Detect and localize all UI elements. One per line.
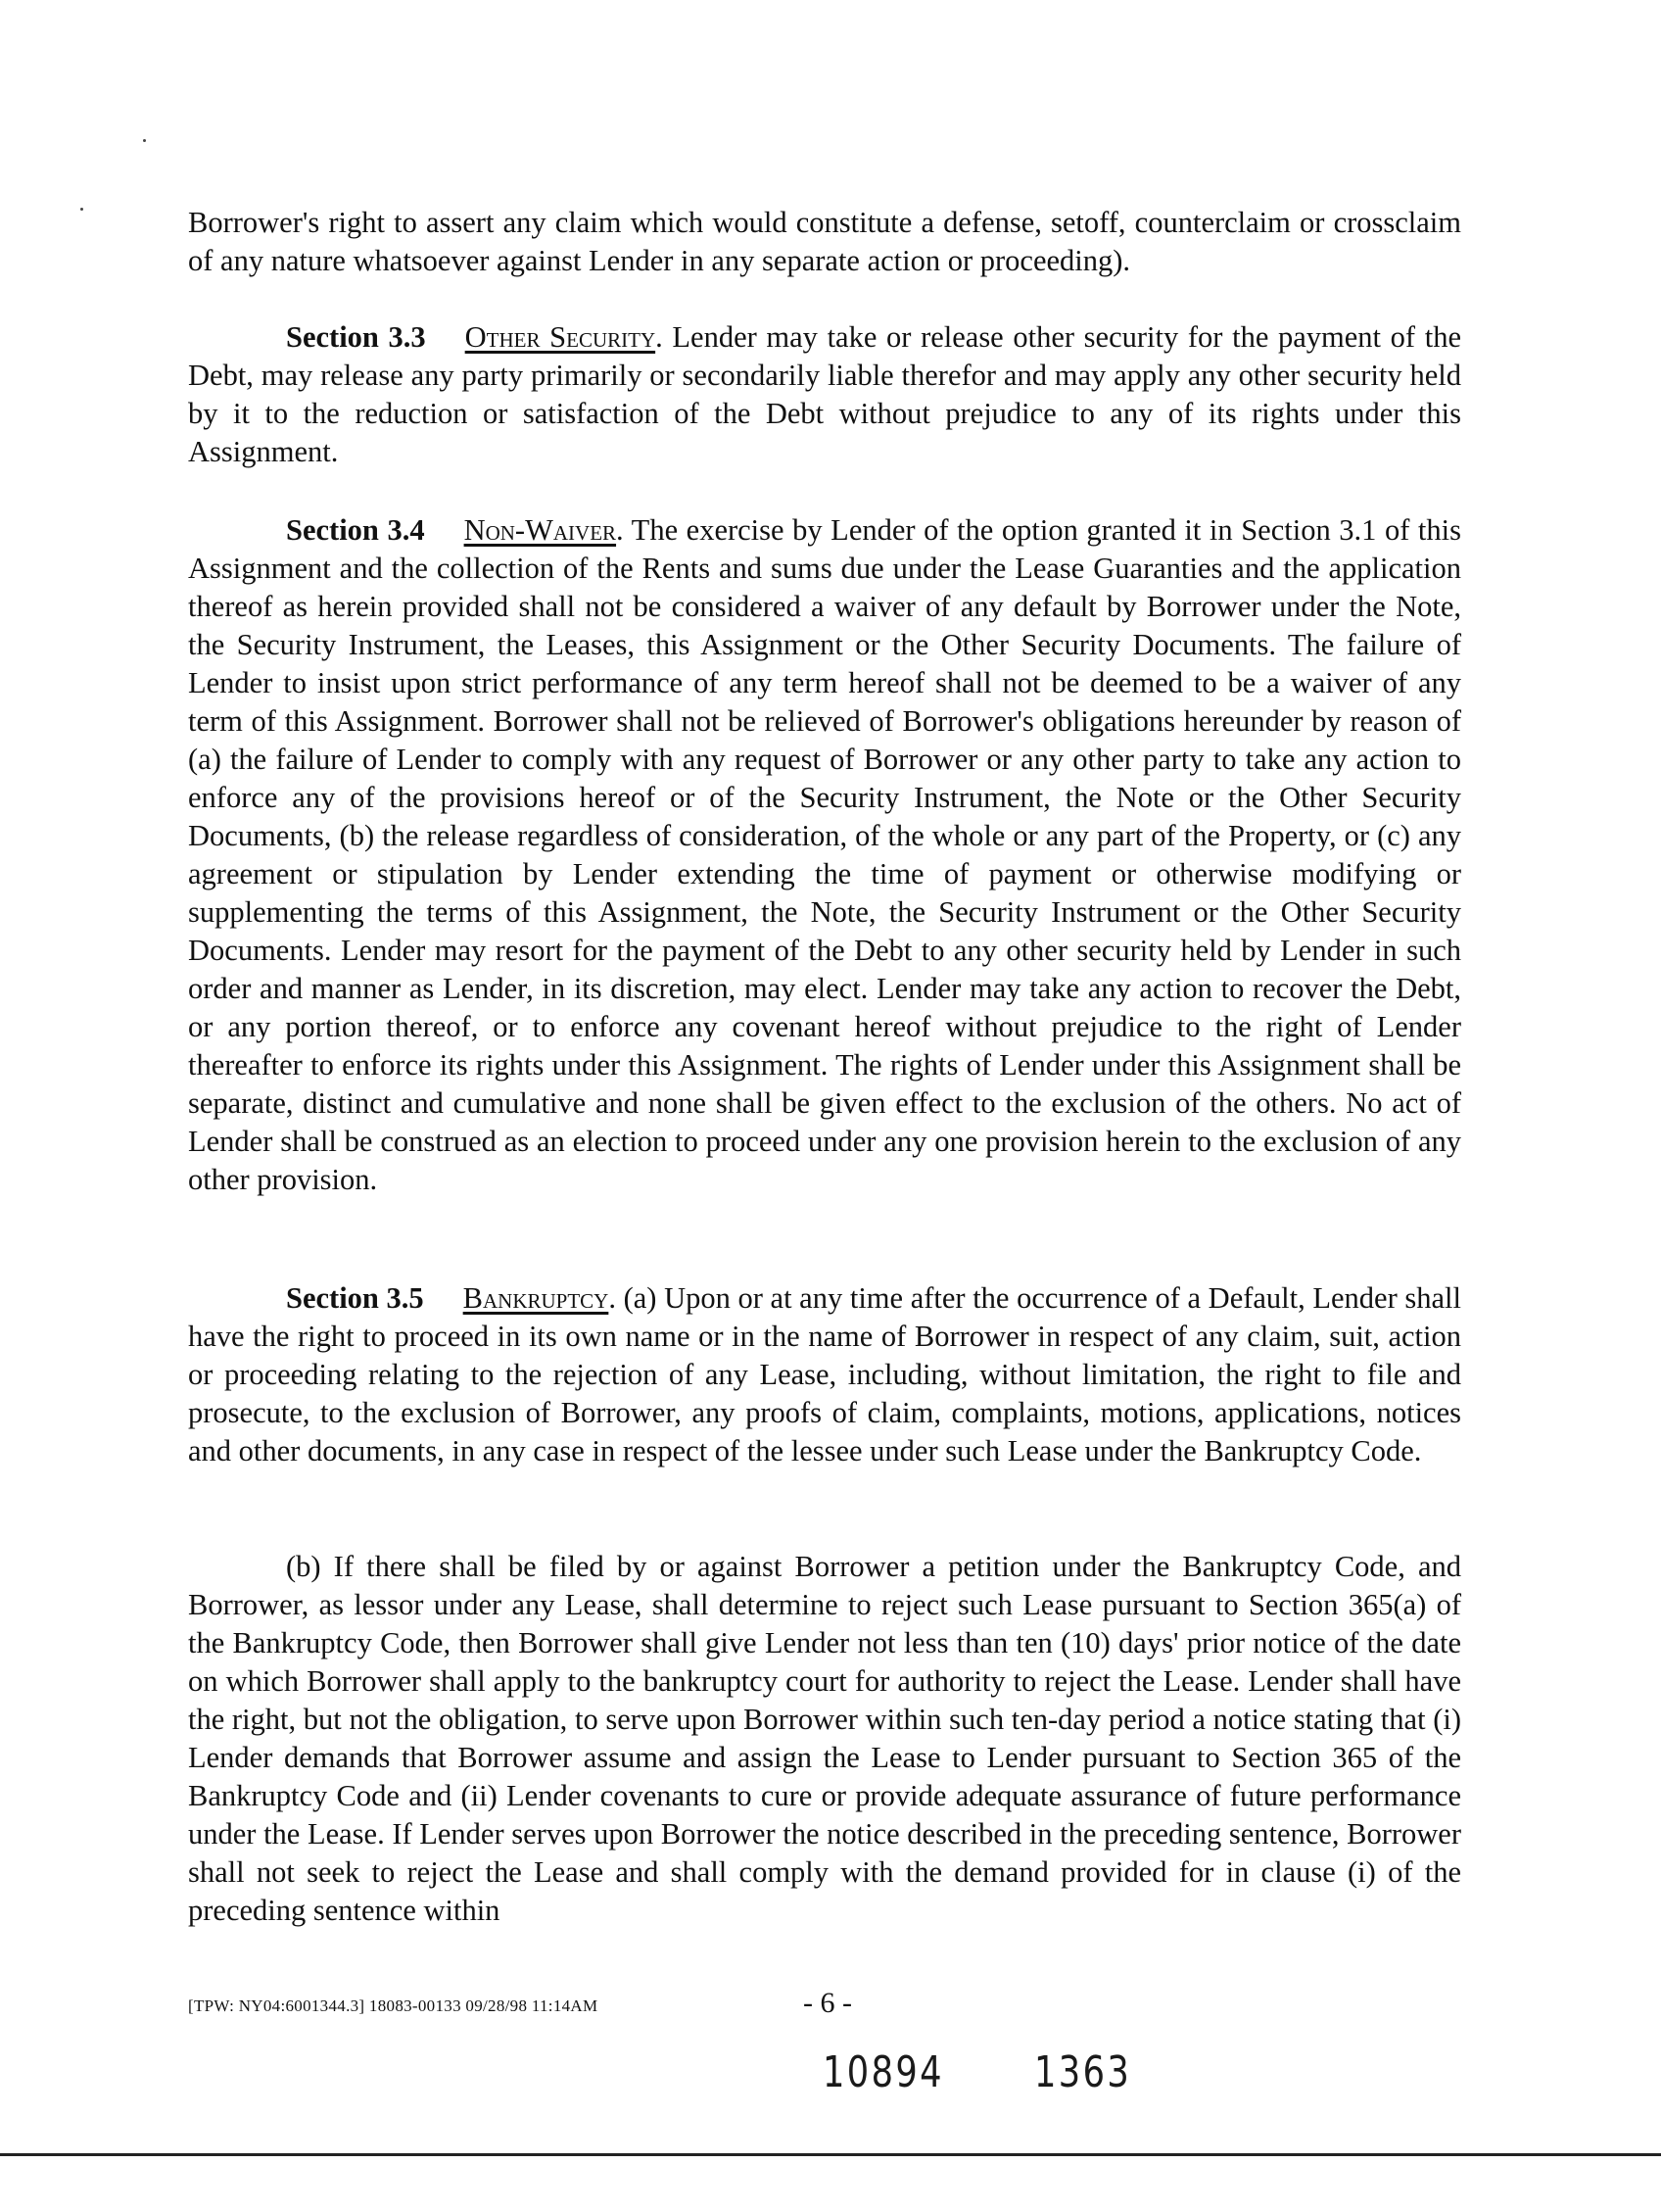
recording-stamp-book: 10894 [823,2047,944,2097]
section-3-4-paragraph [188,511,1461,1199]
section-3-3-number: Section 3.3 [286,320,426,354]
section-3-5-number: Section 3.5 [286,1281,424,1315]
scan-speck [143,139,146,142]
section-3-5-paragraph [188,1279,1461,1470]
document-reference: [TPW: NY04:6001344.3] 18083-00133 09/28/98 11:14AM [188,1996,598,2015]
section-3-3-title: Other Security [464,320,656,354]
section-3-4-body: . The exercise by Lender of the option granted it in Section 3.1 of this Assignment and the collection of the Rents and sums due under the Lease Guaranties and the application thereof as herein provided shall not be considered a waiver of any default by Borrower under the Note, the Security Instrument, the Leases, this Assignment or the Other Security Documents. The failure of Lender to insist upon strict performance of any term hereof shall not be deemed to be a waiver of any term of this Assignment. Borrower shall not be relieved of Borrower's obligations hereunder by reason of (a) the failure of Lender to comply with any request of Borrower or any other party to take any action to enforce any of the provisions hereof or of the Security Instrument, the Note or the Other Security Documents, (b) the release regardless of consideration, of the whole or any part of the Property, or (c) any agreement or stipulation by Lender extending the time of payment or otherwise modifying or supplementing the terms of this Assignment, the Note, the Security Instrument or the Other Security Documents. Lender may resort for the payment of the Debt to any other security held by Lender in such order and manner as Lender, in its discretion, may elect. Lender may take any action to recover the Debt, or any portion thereof, or to enforce any covenant hereof without prejudice to the right of Lender thereafter to enforce its rights under this Assignment. The rights of Lender under this Assignment shall be separate, distinct and cumulative and none shall be given effect to the exclusion of the others. No act of Lender shall be construed as an election to proceed under any one provision herein to the exclusion of any other provision. [188,513,1461,1196]
section-3-3-paragraph [188,318,1461,471]
recording-stamp-page: 1363 [1034,2047,1132,2097]
section-3-5-body: . (a) Upon or at any time after the occurrence of a Default, Lender shall have the right to proceed in its own name or in the name of Borrower in respect of any claim, suit, action or proceeding relating to the rejection of any Lease, including, without limitation, the right to file and prosecute, to the exclusion of Borrower, any proofs of claim, complaints, motions, applications, notices and other documents, in any case in respect of the lessee under such Lease under the Bankruptcy Code. [188,1281,1461,1467]
page-number: - 6 - [803,1987,852,2019]
intro-text: Borrower's right to assert any claim which would constitute a defense, setoff, counterclaim or crossclaim of any nature whatsoever against Lender in any separate action or proceeding). [188,206,1461,277]
section-3-4-number: Section 3.4 [286,513,425,547]
section-3-3-body: . Lender may take or release other security for the payment of the Debt, may release any party primarily or secondarily liable therefor and may apply any other security held by it to the reduction or satisfaction of the Debt without prejudice to any of its rights under this Assignment. [188,320,1461,468]
section-3-4-title: Non-Waiver [463,513,617,547]
intro-paragraph [188,204,1461,280]
section-3-5-paragraph-b [188,1548,1461,1930]
scan-speck [80,208,83,211]
section-3-5-title: Bankruptcy [462,1281,609,1315]
bottom-rule [0,2153,1661,2156]
section-3-5-paragraph-b-text: (b) If there shall be filed by or against Borrower a petition under the Bankruptcy Code, and Borrower, as lessor under any Lease, shall determine to reject such Lease pursuant to Section 365(a) of the Bankruptcy Code, then Borrower shall give Lender not less than ten (10) days' prior notice of the date on which Borrower shall apply to the bankruptcy court for authority to reject the Lease. Lender shall have the right, but not the obligation, to serve upon Borrower within such ten-day period a notice stating that (i) Lender demands that Borrower assume and assign the Lease to Lender pursuant to Section 365 of the Bankruptcy Code and (ii) Lender covenants to cure or provide adequate assurance of future performance under the Lease. If Lender serves upon Borrower the notice described in the preceding sentence, Borrower shall not seek to reject the Lease and shall comply with the demand provided for in clause (i) of the preceding sentence within [188,1550,1461,1927]
